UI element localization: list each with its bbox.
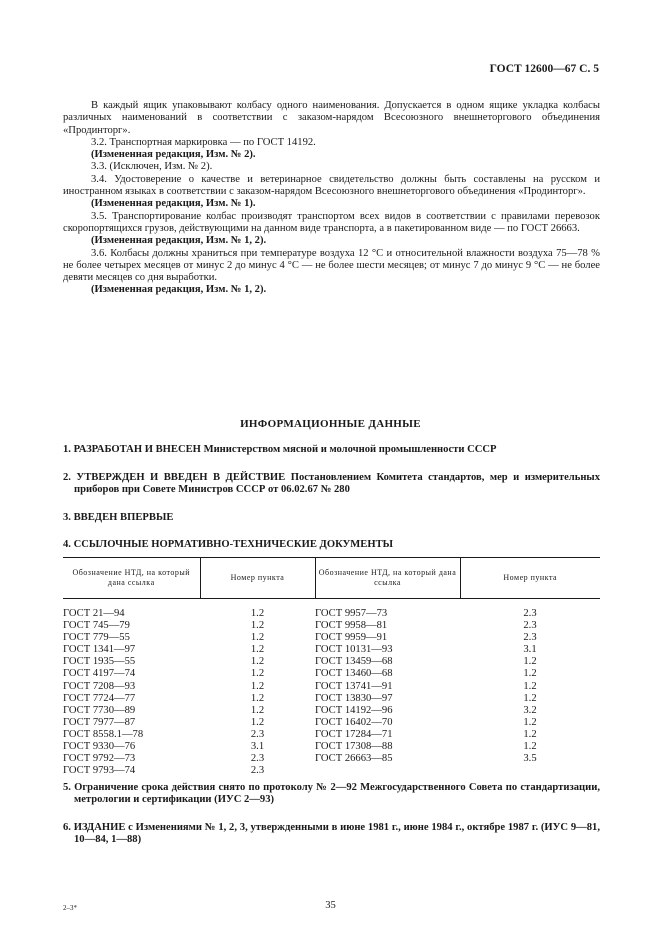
ntd-designation-cell: ГОСТ 14192—96 [315,704,393,716]
clause-number-cell: 1.2 [523,728,537,740]
table-row [63,656,600,668]
amendment-note: (Измененная редакция, Изм. № 1, 2). [91,235,267,247]
ntd-designation-cell: ГОСТ 1935—55 [63,656,136,668]
table-header-row [63,558,600,599]
ntd-designation-cell [315,765,460,777]
amendment-note: (Измененная редакция, Изм. № 1, 2). [91,284,267,296]
column-header: Обозначение НТД, на который дана ссылка [315,558,460,599]
table-row [63,620,600,632]
footer-mark: 2–3* [63,904,77,912]
table-row [63,765,600,777]
ntd-designation-cell: ГОСТ 13830—97 [315,692,393,704]
info-item-6 [63,822,600,847]
table-row [63,668,600,680]
body-text [63,100,600,297]
ntd-designation-cell: ГОСТ 9330—76 [63,741,136,753]
ntd-designation-cell: ГОСТ 10131—93 [315,644,393,656]
clause-number-cell: 1.2 [250,656,265,668]
clause-number-cell: 1.2 [250,608,265,619]
ntd-designation-cell: ГОСТ 17284—71 [315,728,393,740]
ntd-designation-cell: ГОСТ 13459—68 [315,656,393,668]
ntd-designation-cell: ГОСТ 9793—74 [63,765,136,777]
clause-number-cell: 2.3 [250,753,265,765]
column-header: Номер пункта [200,558,315,599]
ntd-designation-cell: ГОСТ 16402—70 [315,716,393,728]
table-row [63,729,600,741]
info-item-1-text: 1. РАЗРАБОТАН И ВНЕСЕН Министерством мясной и молочной промышленности СССР [63,444,497,455]
clause-number-cell: 1.2 [523,656,537,668]
running-header: ГОСТ 12600—67 С. 5 [489,63,599,75]
table-row [63,632,600,644]
table-row [63,644,600,656]
page-number: 35 [325,900,336,911]
ntd-designation-cell: ГОСТ 7977—87 [63,716,136,728]
info-item-2 [63,472,600,497]
clause-number-cell: 2.3 [523,620,537,632]
ntd-designation-cell: ГОСТ 7724—77 [63,692,136,704]
ntd-designation-cell: ГОСТ 4197—74 [63,668,136,680]
clause-number-cell: 3.5 [523,753,537,765]
column-header: Обозначение НТД, на который дана ссылка [63,558,200,599]
clause-number-cell: 1.2 [523,716,537,728]
table-row [63,741,600,753]
clause-number-cell: 3.2 [523,704,537,716]
paragraph-3-6: 3.6. Колбасы должны храниться при температуре воздуха 12 °С и относительной влажности воздуха 75—78 % не более четырех месяцев от минус 2 до минус 4 °С — не более шести месяцев; от минус 7 до минус 9 °С — не более девяти месяцев со дня выработки. [63,247,600,284]
ntd-designation-cell: ГОСТ 26663—85 [315,753,393,765]
info-item-5-text: 5. Ограничение срока действия снято по протоколу № 2—92 Межгосударственного Совета по стандартизации, метрологии и сертификации (ИУС 2—93) [63,782,600,806]
table-row [63,693,600,705]
info-item-6-text: 6. ИЗДАНИЕ с Изменениями № 1, 2, 3, утвержденными в июне 1981 г., июне 1984 г., октябре 1987 г. (ИУС 9—81, 10—84, 1—88) [63,822,600,846]
ntd-designation-cell: ГОСТ 1341—97 [63,644,136,656]
paragraph-3-2: 3.2. Транспортная маркировка — по ГОСТ 14192. [91,136,316,148]
clause-number-cell: 1.2 [250,644,265,656]
clause-number-cell: 1.2 [523,668,537,680]
clause-number-cell: 1.2 [523,741,537,753]
table-row [63,705,600,717]
paragraph-3-5: 3.5. Транспортирование колбас производят транспортом всех видов в соответствии с правилами перевозок скоропортящихся грузов, действующими на данном виде транспорта, а в пакетированном виде — по ГОСТ 26663. [63,210,600,234]
ntd-designation-cell: ГОСТ 9959—91 [315,632,388,644]
clause-number-cell: 1.2 [523,692,537,704]
table-row [63,599,600,621]
clause-number-cell: 1.2 [250,632,265,644]
ntd-designation-cell: ГОСТ 7208—93 [63,680,136,692]
clause-number-cell: 1.2 [250,704,265,716]
clause-number-cell: 2.3 [523,632,537,644]
table-row [63,681,600,693]
amendment-note: (Измененная редакция, Изм. № 1). [91,198,256,210]
clause-number-cell: 3.1 [250,741,265,753]
paragraph-3-3: 3.3. (Исключен, Изм. № 2). [91,161,213,173]
ntd-designation-cell: ГОСТ 779—55 [63,632,130,644]
ntd-designation-cell: ГОСТ 13741—91 [315,680,393,692]
clause-number-cell: 1.2 [250,692,265,704]
table-body [63,599,600,778]
info-item-4-text: 4. ССЫЛОЧНЫЕ НОРМАТИВНО-ТЕХНИЧЕСКИЕ ДОКУМЕНТЫ [63,539,394,550]
reference-table [63,557,600,777]
clause-number-cell: 1.2 [523,680,537,692]
clause-number-cell: 1.2 [250,680,265,692]
info-item-1 [63,444,600,456]
ntd-designation-cell: ГОСТ 745—79 [63,620,130,632]
clause-number-cell: 2.3 [523,608,537,619]
clause-number-cell: 2.3 [250,728,265,740]
ntd-designation-cell: ГОСТ 7730—89 [63,704,136,716]
info-item-4 [63,539,600,551]
info-item-2-text: 2. УТВЕРЖДЕН И ВВЕДЕН В ДЕЙСТВИЕ Постановлением Комитета стандартов, мер и измерительных приборов при Совете Министров СССР от 06.02.67 № 280 [63,472,600,496]
ntd-designation-cell: ГОСТ 13460—68 [315,668,393,680]
info-section-title: ИНФОРМАЦИОННЫЕ ДАННЫЕ [240,418,421,430]
clause-number-cell: 1.2 [250,668,265,680]
clause-number-cell: 2.3 [250,765,265,777]
column-header: Номер пункта [460,558,600,599]
table-row [63,753,600,765]
clause-number-cell: 1.2 [250,716,265,728]
ntd-designation-cell: ГОСТ 17308—88 [315,741,393,753]
clause-number-cell: 3.1 [523,644,537,656]
amendment-note: (Измененная редакция, Изм. № 2). [91,149,256,161]
info-item-3 [63,512,600,524]
info-item-5 [63,782,600,807]
paragraph-3-4: 3.4. Удостоверение о качестве и ветеринарное свидетельство должны быть составлены на русском и иностранном языках в соответствии с заказом-нарядом Всесоюзного внешнеторгового объединения «Продинторг». [63,173,600,198]
table-row [63,717,600,729]
ntd-designation-cell: ГОСТ 9957—73 [315,608,388,619]
clause-number-cell: 1.2 [250,620,265,632]
ntd-designation-cell: ГОСТ 9792—73 [63,753,136,765]
clause-number-cell [460,765,600,777]
ntd-designation-cell: ГОСТ 9958—81 [315,620,388,632]
info-item-3-text: 3. ВВЕДЕН ВПЕРВЫЕ [63,512,174,523]
paragraph-packing: В каждый ящик упаковывают колбасу одного наименования. Допускается в одном ящике укладка колбасы различных наименований в соответствии с заказом-нарядом Всесоюзного внешнеторгового объединения «Продинторг». [63,100,600,136]
ntd-designation-cell: ГОСТ 8558.1—78 [63,728,144,740]
ntd-designation-cell: ГОСТ 21—94 [63,608,125,619]
